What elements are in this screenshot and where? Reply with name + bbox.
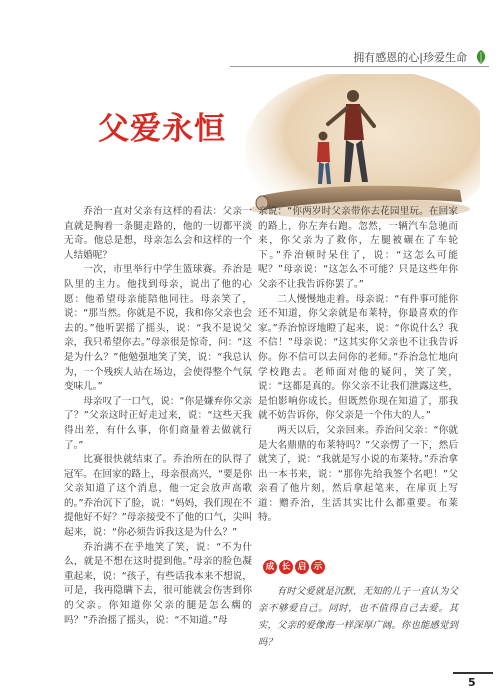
insight-text: 有时父爱就是沉默，无知的儿子一直认为父亲不够爱自己。同时，也不值得自己去爱。其实，父亲的爱像海一样深厚广阔。你也能感觉到吗？ bbox=[258, 586, 458, 648]
page-number-rule bbox=[453, 672, 493, 674]
paragraph: 一次，市里举行中学生篮球赛。乔治是队里的主力。他找到母亲，说出了他的心愿：他希望母亲能陪他同往。母亲笑了，说：“那当然。你就是不说，我和你父亲也会去的。”他听罢摇了摇头，说：“我不是说父亲，我只希望你去。”母亲很是惊奇，问：“这是为什么？”他勉强地笑了笑，说：“我总认为，一个残疾人站在场边，会使得整个气氛变味儿。” bbox=[64, 264, 252, 393]
paragraph: 两天以后，父亲回来。乔治问父亲：“你就是大名鼎鼎的布莱特吗？”父亲愣了一下，然后就笑了，说：“我就是写小说的布莱特。”乔治拿出一本书来，说：“那你先给我签个名吧！”父亲看了他片刻，然后拿起笔来，在扉页上写道：赠乔治，生活其实比什么都重要。布莱特。 bbox=[258, 424, 458, 524]
paragraph: 乔治一直对父亲有这样的看法：父亲一直就是胸着一条腿走路的，他的一切都平淡无奇。他总是想，母亲怎么会和这样的一个人结婚呢？ bbox=[64, 206, 252, 261]
section-title: 拥有感恩的心|珍爱生命 bbox=[353, 51, 467, 64]
paragraph: 乔治满不在乎地笑了笑，说：“不为什么，就是不想在这时提到他。”母亲的脸色凝重起来，说：“孩子，有些话我本来不想说，可是，我再隐瞒下去，很可能就会伤害到你的父亲。你知道你父亲的腿是怎么瘸的吗？”乔治摇了摇头，说：“不知道。”母 bbox=[64, 541, 252, 626]
paragraph: 二人慢慢地走着。母亲说：“有件事可能你还不知道，你父亲就是布莱特，你最喜欢的作家。”乔治惊讶地瞪了起来，说：“你说什么？我不信！”母亲说：“这其实你父亲也不让我告诉你。你不信可以去问你的老师。”乔治急忙地向学校跑去。老师面对他的疑问，笑了笑，说：“这都是真的。你父亲不让我们泄露这些，是怕影响你成长。但既然你现在知道了，那我就不妨告诉你，你父亲是一个伟大的人。” bbox=[258, 293, 458, 422]
header-rule bbox=[230, 66, 489, 67]
paragraph: 亲说：“你两岁时父亲带你去花园里玩。在回家的路上，你左奔右跑。忽然，一辆汽车急驰而来，你父亲为了救你，左腿被碾在了车轮下。”乔治顿时呆住了，说：“这怎么可能呢？”母亲说：“这怎么不可能？只是这些年你父亲不让我告诉你罢了。” bbox=[258, 206, 458, 290]
section-header bbox=[298, 48, 489, 66]
page-number: 5 bbox=[468, 676, 476, 689]
body-column-left bbox=[64, 205, 252, 628]
badge-char: 启 bbox=[295, 560, 309, 574]
badge-char: 示 bbox=[311, 560, 325, 574]
leaf-icon bbox=[473, 49, 489, 65]
paragraph: 母亲叹了一口气，说：“你是嫌弃你父亲了？”父亲这时正好走过来，说：“这些天我得出差，有什么事，你们商量着去做就行了。” bbox=[64, 395, 252, 451]
badge-char: 长 bbox=[279, 560, 293, 574]
badge-char: 成 bbox=[263, 560, 277, 574]
father-child-photo bbox=[240, 74, 480, 224]
article-title: 父爱永恒 bbox=[98, 111, 226, 147]
body-column-right bbox=[258, 205, 458, 526]
growth-insight-badge bbox=[263, 560, 325, 574]
paragraph: 比赛很快就结束了。乔治所在的队得了冠军。在回家的路上，母亲很高兴，“要是你父亲知道了这个消息，他一定会放声高歌的。”乔治沉下了脸，说：“妈妈，我们现在不提他好不好？”母亲接受不了他的口气，尖叫起来，说：“你必须告诉我这是为什么？” bbox=[64, 454, 252, 539]
